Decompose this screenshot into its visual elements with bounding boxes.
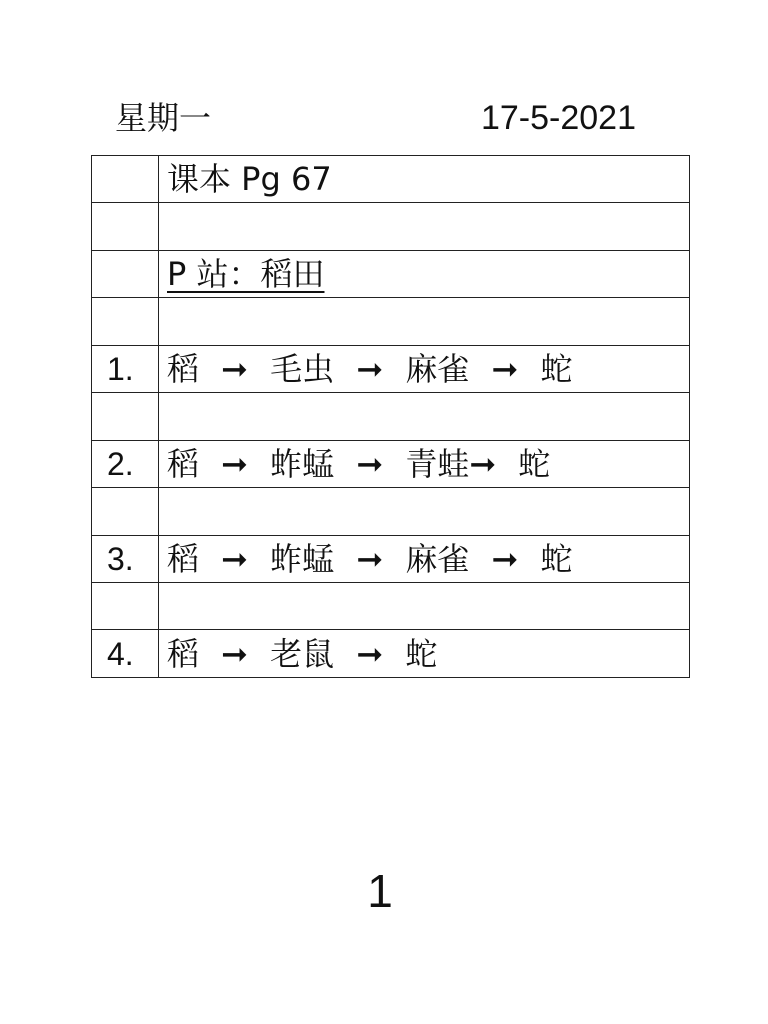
table-row (92, 393, 690, 440)
date: 17-5-2021 (480, 99, 636, 137)
table-row (92, 250, 690, 297)
food-chain-text: 稻 ➞ 蚱蜢 ➞ 青蛙➞ 蛇 (159, 440, 690, 487)
row-number-cell (92, 393, 159, 440)
table-row (92, 488, 690, 535)
day-of-week: 星期一 (115, 99, 212, 137)
content-cell (159, 488, 690, 535)
row-number-cell (92, 582, 159, 629)
row-number-cell (92, 488, 159, 535)
content-cell (159, 203, 690, 250)
food-chain-text: 稻 ➞ 老鼠 ➞ 蛇 (159, 630, 690, 677)
row-number-cell (92, 250, 159, 297)
table-row (92, 535, 690, 582)
food-chain-number: 4. (92, 630, 159, 677)
table-row (92, 582, 690, 629)
content-cell (159, 582, 690, 629)
table-row (92, 345, 690, 392)
row-number-cell (92, 203, 159, 250)
food-chain-text: 稻 ➞ 蚱蜢 ➞ 麻雀 ➞ 蛇 (159, 535, 690, 582)
table-row (92, 156, 690, 203)
table-row (92, 298, 690, 345)
food-chain-text: 稻 ➞ 毛虫 ➞ 麻雀 ➞ 蛇 (159, 345, 690, 392)
row-number-cell (92, 298, 159, 345)
table-row (92, 440, 690, 487)
table-row (92, 203, 690, 250)
food-chain-number: 1. (92, 345, 159, 392)
page-number: 1 (367, 865, 393, 917)
worksheet-table (91, 155, 690, 678)
textbook-reference: 课本 Pg 67 (159, 156, 690, 203)
food-chain-number: 3. (92, 535, 159, 582)
station-title: P 站：稻田 (167, 255, 325, 294)
content-cell (159, 250, 690, 297)
content-cell (159, 393, 690, 440)
row-number-cell (92, 156, 159, 203)
content-cell (159, 298, 690, 345)
food-chain-number: 2. (92, 440, 159, 487)
table-row (92, 630, 690, 677)
